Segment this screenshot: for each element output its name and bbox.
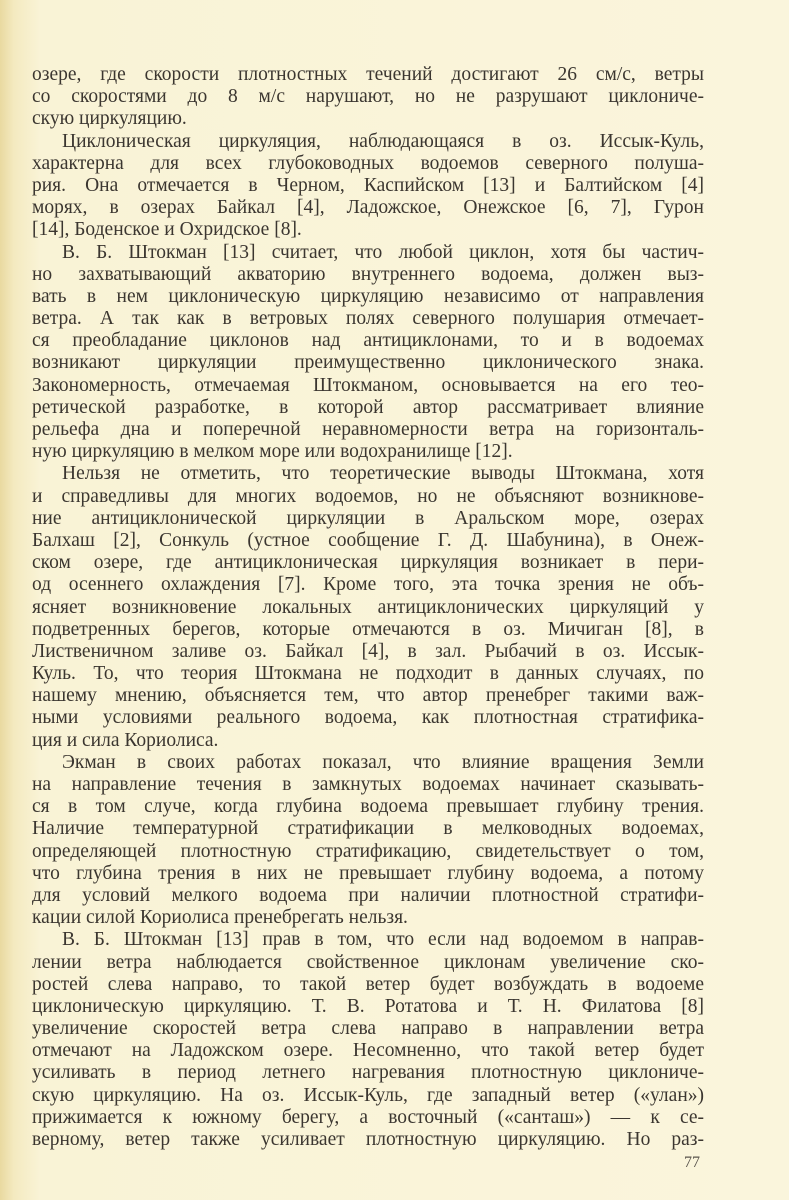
- text-line: кации силой Кориолиса пренебрегать нельзя.: [32, 907, 408, 929]
- page-number: 77: [684, 1154, 700, 1171]
- text-line: усиливать в период летнего нагревания плотностную циклониче-: [32, 1062, 704, 1084]
- text-line: ную циркуляцию в мелком море или водохранилище [12].: [32, 441, 513, 463]
- page-body-text: [32, 64, 704, 1151]
- text-line: ся преобладание циклонов над антициклонами, то и в водоемах: [32, 330, 704, 352]
- text-line: возникают циркуляции преимущественно циклонического знака.: [32, 352, 704, 374]
- text-line: скую циркуляцию. На оз. Иссык-Куль, где западный ветер («улан»): [32, 1084, 704, 1106]
- text-line: отмечают на Ладожском озере. Несомненно, что такой ветер будет: [32, 1040, 704, 1062]
- text-line: нашему мнению, объясняется тем, что автор пренебрег такими важ-: [32, 685, 704, 707]
- text-line: ском озере, где антициклоническая циркуляция возникает в пери-: [32, 552, 704, 574]
- text-line: вать в нем циклоническую циркуляцию независимо от направления: [32, 285, 704, 307]
- text-line: подветренных берегов, которые отмечаются в оз. Мичиган [8], в: [32, 618, 704, 640]
- text-line: рия. Она отмечается в Черном, Каспийском [13] и Балтийском [4]: [32, 174, 704, 196]
- text-line: ся в том случе, когда глубина водоема превышает глубину трения.: [32, 796, 704, 818]
- text-line: ретической разработке, в которой автор рассматривает влияние: [32, 396, 704, 418]
- text-line: рельефа дна и поперечной неравномерности ветра на горизонталь-: [32, 419, 704, 440]
- text-line: Циклоническая циркуляция, наблюдающаяся в оз. Иссык-Куль,: [62, 130, 704, 152]
- text-line: Нельзя не отметить, что теоретические выводы Штокмана, хотя: [62, 463, 704, 485]
- text-line: циклоническую циркуляцию. Т. В. Ротатова и Т. Н. Филатова [8]: [32, 995, 704, 1017]
- text-line: озере, где скорости плотностных течений достигают 26 см/с, ветры: [32, 64, 704, 85]
- text-line: со скоростями до 8 м/с нарушают, но не разрушают циклониче-: [32, 86, 704, 108]
- text-line: прижимается к южному берегу, а восточный («санташ») — к се-: [32, 1106, 704, 1128]
- text-line: Балхаш [2], Сонкуль (устное сообщение Г. Д. Шабунина), в Онеж-: [32, 529, 704, 551]
- text-line: Куль. То, что теория Штокмана не подходит в данных случаях, по: [32, 663, 704, 685]
- text-line: на направление течения в замкнутых водоемах начинает сказывать-: [32, 774, 704, 795]
- text-line: Экман в своих работах показал, что влияние вращения Земли: [62, 751, 704, 773]
- text-line: Лиственичном заливе оз. Байкал [4], в зал. Рыбачий в оз. Иссык-: [32, 640, 704, 662]
- text-line: и справедливы для многих водоемов, но не объясняют возникнове-: [32, 485, 704, 507]
- text-line: для условий мелкого водоема при наличии плотностной стратифи-: [32, 884, 704, 906]
- text-line: ными условиями реального водоема, как плотностная стратифика-: [32, 707, 704, 729]
- text-line: ция и сила Кориолиса.: [32, 729, 219, 751]
- text-line: В. Б. Штокман [13] считает, что любой циклон, хотя бы частич-: [62, 241, 704, 263]
- text-line: В. Б. Штокман [13] прав в том, что если над водоемом в направ-: [62, 929, 704, 951]
- text-line: ясняет возникновение локальных антициклонических циркуляций у: [32, 596, 704, 618]
- text-line: од осеннего охлаждения [7]. Кроме того, эта точка зрения не объ-: [32, 574, 704, 596]
- text-line: характерна для всех глубоководных водоемов северного полуша-: [32, 152, 704, 174]
- text-line: ние антициклонической циркуляции в Аральском море, озерах: [32, 507, 704, 529]
- text-line: морях, в озерах Байкал [4], Ладожское, Онежское [6, 7], Гурон: [32, 197, 704, 219]
- text-line: [14], Боденское и Охридское [8].: [32, 219, 302, 241]
- text-line: но захватывающий акваторию внутреннего водоема, должен выз-: [32, 263, 704, 285]
- text-line: верному, ветер также усиливает плотностную циркуляцию. Но раз-: [32, 1129, 704, 1150]
- text-line: скую циркуляцию.: [32, 108, 187, 130]
- text-line: ростей слева направо, то такой ветер будет возбуждать в водоеме: [32, 973, 704, 995]
- text-line: что глубина трения в них не превышает глубину водоема, а потому: [32, 862, 704, 884]
- text-line: Закономерность, отмечаемая Штокманом, основывается на его тео-: [32, 374, 704, 396]
- text-line: определяющей плотностную стратификацию, свидетельствует о том,: [32, 840, 704, 862]
- text-line: Наличие температурной стратификации в мелководных водоемах,: [32, 818, 704, 840]
- text-line: увеличение скоростей ветра слева направо в направлении ветра: [32, 1018, 704, 1040]
- text-line: лении ветра наблюдается свойственное циклонам увеличение ско-: [32, 951, 704, 973]
- text-line: ветра. А так как в ветровых полях северного полушария отмечает-: [32, 308, 704, 330]
